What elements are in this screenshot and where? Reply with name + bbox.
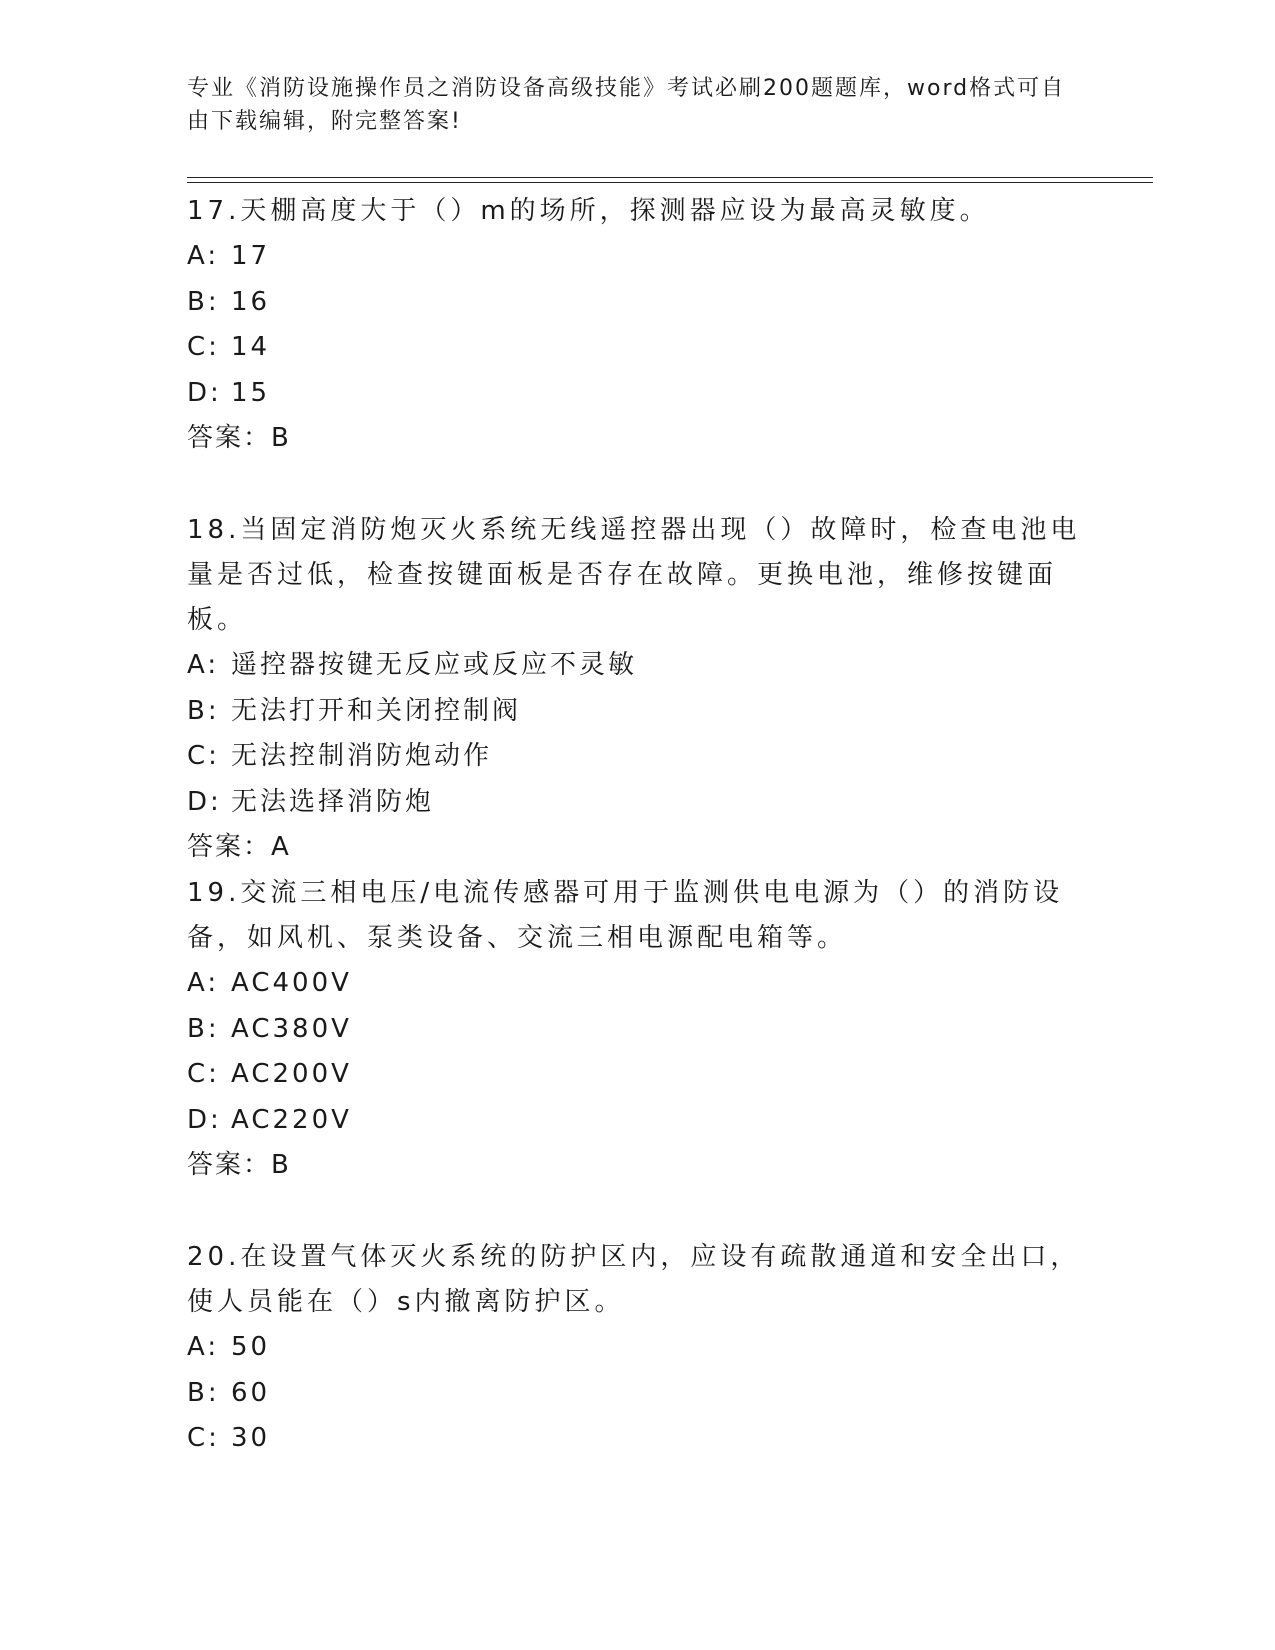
option-text: AC380V — [231, 1013, 352, 1044]
option-letter: A: — [187, 1332, 220, 1362]
question-stem: 17.天棚高度大于（）m的场所，探测器应设为最高灵敏度。 — [187, 196, 990, 226]
header-divider-top — [187, 177, 1153, 178]
option-text: 30 — [231, 1423, 271, 1453]
question-17 — [187, 189, 1087, 462]
option-b — [187, 280, 1087, 326]
option-text: 14 — [231, 332, 271, 362]
option-d — [187, 371, 1087, 417]
option-letter: C: — [187, 1059, 220, 1089]
document-header — [187, 72, 1077, 138]
question-20 — [187, 1235, 1087, 1462]
question-stem: 20.在设置气体灭火系统的防护区内，应设有疏散通道和安全出口，使人员能在（）s内撤离防护区。 — [187, 1242, 1081, 1317]
question-stem: 19.交流三相电压/电流传感器可用于监测供电电源为（）的消防设备，如风机、泵类设备、交流三相电源配电箱等。 — [187, 878, 1064, 953]
option-a — [187, 234, 1087, 280]
answer-line: 答案：A — [187, 832, 291, 862]
question-19 — [187, 871, 1087, 1189]
option-c — [187, 734, 1087, 780]
answer-line: 答案：B — [187, 1150, 291, 1180]
option-letter: A: — [187, 241, 220, 271]
option-letter: D: — [187, 377, 222, 408]
option-text: AC400V — [231, 968, 352, 998]
option-letter: C: — [187, 332, 220, 362]
question-18 — [187, 508, 1087, 871]
option-text: 无法打开和关闭控制阀 — [231, 695, 522, 726]
option-letter: B: — [187, 1013, 220, 1044]
header-divider-bottom — [187, 182, 1153, 183]
option-d — [187, 780, 1087, 826]
option-letter: D: — [187, 1104, 222, 1135]
option-c — [187, 1052, 1087, 1098]
option-letter: B: — [187, 695, 220, 726]
option-text: AC220V — [231, 1104, 352, 1135]
option-letter: A: — [187, 650, 220, 680]
option-text: 无法选择消防炮 — [231, 786, 435, 817]
answer-line: 答案：B — [187, 423, 291, 453]
option-text: 16 — [231, 286, 271, 317]
option-letter: C: — [187, 741, 220, 771]
option-b — [187, 1007, 1087, 1053]
option-letter: C: — [187, 1423, 220, 1453]
header-text: 专业《消防设施操作员之消防设备高级技能》考试必刷200题题库，word格式可自由下载编辑，附完整答案! — [187, 76, 1066, 134]
option-text: 15 — [231, 377, 271, 408]
option-d — [187, 1098, 1087, 1144]
option-b — [187, 1371, 1087, 1417]
option-a — [187, 643, 1087, 689]
option-text: 无法控制消防炮动作 — [231, 741, 493, 771]
option-letter: D: — [187, 786, 222, 817]
option-a — [187, 961, 1087, 1007]
option-c — [187, 325, 1087, 371]
option-text: 遥控器按键无反应或反应不灵敏 — [231, 650, 638, 680]
question-stem: 18.当固定消防炮灭火系统无线遥控器出现（）故障时，检查电池电量是否过低，检查按键面板是否存在故障。更换电池，维修按键面板。 — [187, 515, 1081, 635]
option-text: 60 — [231, 1377, 271, 1408]
option-letter: A: — [187, 968, 220, 998]
option-letter: B: — [187, 1377, 220, 1408]
option-a — [187, 1325, 1087, 1371]
option-c — [187, 1416, 1087, 1462]
option-letter: B: — [187, 286, 220, 317]
option-text: 17 — [231, 241, 271, 271]
option-text: AC200V — [231, 1059, 352, 1089]
option-text: 50 — [231, 1332, 271, 1362]
option-b — [187, 689, 1087, 735]
